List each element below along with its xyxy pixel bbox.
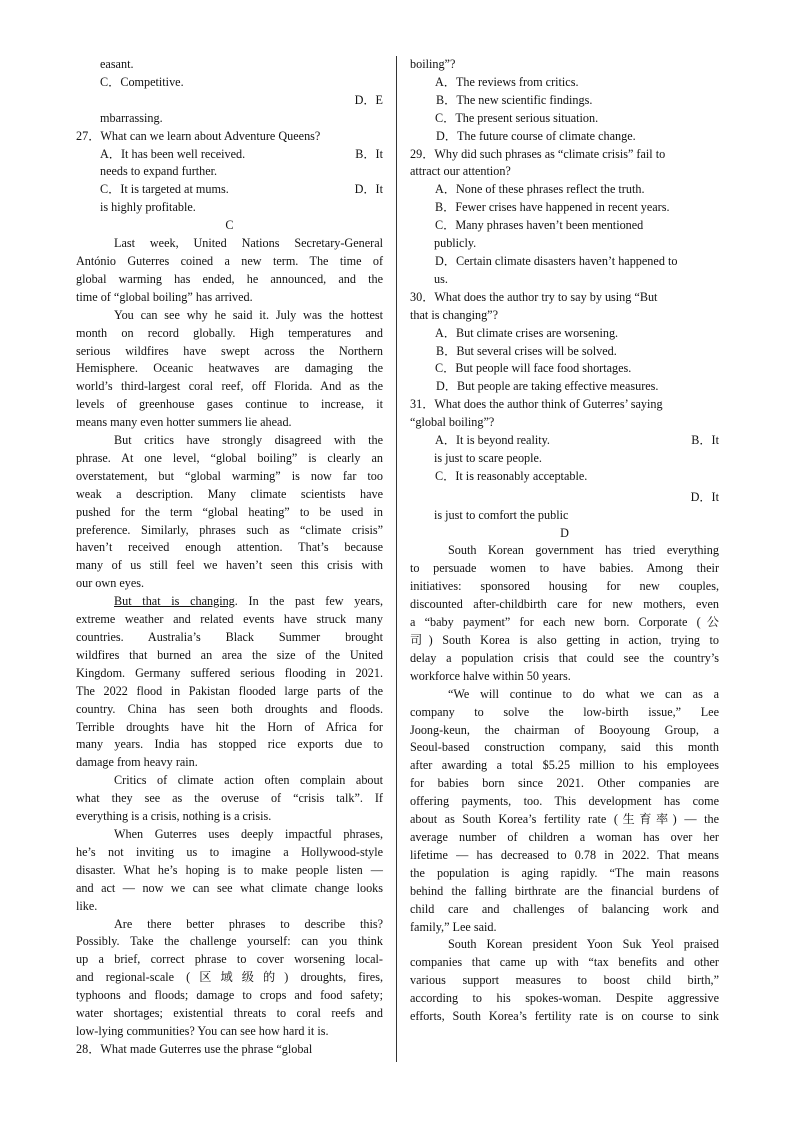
q27-options-ab xyxy=(76,146,383,164)
q29-option-d: D．Certain climate disasters haven’t happened to xyxy=(435,253,678,268)
q31-option-c: C．It is reasonably acceptable. xyxy=(435,468,588,483)
passage-d-paragraph-2: “We will continue to do what we can as a company to solve the low-birth issue,” Lee Joong-keun, the chairman of Booyoung Group, a Seoul-based construction company, said this month after awarding a total $5.25 million to his employees for babies born since 2021. Other companies are offering payments, too. This development has come about as South Korea’s fertility rate (生育率) — the average number of children a woman has over her lifetime — has decreased to 0.78 in 2022. That means the population is aging rapidly. “The main reasons behind the falling birthrate are the financial burdens of child care and challenges of balancing work and family,” Lee said. xyxy=(410,686,719,934)
q30-option-d: D．But people are taking effective measures. xyxy=(436,379,659,394)
q26-option-d: D．E xyxy=(354,92,383,107)
q31-option-d-cont: is just to comfort the public xyxy=(434,507,569,522)
right-column xyxy=(410,56,719,1026)
passage-c-paragraph-5: Critics of climate action often complain about what they see as the overuse of “crisis talk”. If everything is a crisis, nothing is a crisis. xyxy=(76,773,383,824)
q27-options-cd xyxy=(76,181,383,199)
q29-option-a: A．None of these phrases reflect the truth. xyxy=(435,182,645,197)
passage-d-paragraph-1: South Korean government has tried everything to persuade women to have babies. Among their initiatives: sponsored housing for new couples, discounted after-childbirth care for new mothers, even a “baby payment” for each new born. Corporate (公 司) South Korea is also getting in action, trying to delay a population crisis that could see the country’s workforce halve within 50 years. xyxy=(410,543,719,683)
q28-option-d: D．The future course of climate change. xyxy=(436,128,636,143)
underlined-phrase: But that is changing xyxy=(114,594,235,609)
q31-option-b-cont: is just to scare people. xyxy=(434,450,542,465)
passage-c-paragraph-1: Last week, United Nations Secretary-General António Guterres coined a new term. The time of global warming has ended, he announced, and the time of “global boiling” has arrived. xyxy=(76,236,383,304)
q31-options-ab xyxy=(410,432,719,450)
q31-stem: 31．What does the author think of Guterres’ saying xyxy=(410,397,663,412)
section-d-heading: D xyxy=(560,525,569,540)
passage-c-paragraph-4: But that is changing. In the past few years, extreme weather and related events have struck many countries. Australia’s Black Summer brought wildfires that burned an area the size of the United Kingdom. Germany suffered serious flooding in 2021. The 2022 flood in Pakistan flooded large parts of the country. China has seen both droughts and floods. Terrible droughts have hit the Horn of Africa for many years. India has stopped rice exports due to damage from heavy rain. xyxy=(76,594,383,770)
q27-option-b-cont: needs to expand further. xyxy=(100,164,218,179)
q29-option-b: B．Fewer crises have happened in recent years. xyxy=(435,200,670,215)
q31-option-b: B．It xyxy=(691,433,719,448)
q27-option-b: B．It xyxy=(355,146,383,161)
passage-d-paragraph-3: South Korean president Yoon Suk Yeol praised companies that came up with “tax benefits and other various support measures to boost child birth,” according to his spokes-woman. Despite aggressive efforts, South Korea’s fertility rate is on course to sink xyxy=(410,937,719,1024)
left-column xyxy=(76,56,383,1059)
q28-option-a: A．The reviews from critics. xyxy=(435,74,579,89)
q30-option-c: C．But people will face food shortages. xyxy=(435,361,632,376)
q28-stem: 28．What made Guterres use the phrase “global xyxy=(76,1041,313,1056)
column-divider xyxy=(396,56,397,1062)
q27-option-d-cont: is highly profitable. xyxy=(100,200,196,215)
q27-option-d: D．It xyxy=(354,182,383,197)
q30-stem: 30．What does the author try to say by using “But xyxy=(410,289,658,304)
passage-c-paragraph-6: When Guterres uses deeply impactful phrases, he’s not inviting us to imagine a Hollywood-style disaster. What he’s hoping is to make people listen — and act — now we can see what climate change looks like. xyxy=(76,826,383,913)
section-c-heading: C xyxy=(225,218,234,233)
q28-stem-cont: boiling”? xyxy=(410,57,456,71)
q31-stem-cont: “global boiling”? xyxy=(410,415,495,430)
q29-option-d-cont: us. xyxy=(434,271,448,286)
q28-option-b: B．The new scientific findings. xyxy=(436,92,593,107)
passage-c-paragraph-7: Are there better phrases to describe this? Possibly. Take the challenge yourself: can you think up a brief, correct phrase to cover worsening local- and regional-scale (区域级的) droughts, fires, typhoons and floods; damage to crops and food safety; water shortages; existential threats to coral reefs and low-lying communities? You can see how hard it is. xyxy=(76,916,383,1038)
q29-option-c-cont: publicly. xyxy=(434,236,477,251)
passage-c-paragraph-2: You can see why he said it. July was the hottest month on record globally. High temperatures and serious wildfires have swept across the Northern Hemisphere. Oceanic heatwaves are damaging the world’s third-largest coral reef, off Florida. And as the levels of greenhouse gases continue to increase, it means many even hotter summers lie ahead. xyxy=(76,307,383,430)
text-fragment: easant. xyxy=(100,57,134,71)
passage-c-paragraph-3: But critics have strongly disagreed with the phrase. At one level, “global boiling” is clearly an overstatement, but “global warming” is now far too weak a description. Many climate scientists have pushed for the term “global heating” to be used in preference. Similarly, phrases such as “climate crisis” haven’t received enough attention. That’s because many of us still feel we haven’t seen this crisis with our own eyes. xyxy=(76,433,383,591)
q27-stem: 27．What can we learn about Adventure Queens? xyxy=(76,128,321,143)
q30-stem-cont: that is changing”? xyxy=(410,307,498,322)
q30-option-a: A．But climate crises are worsening. xyxy=(435,325,619,340)
q26-option-d-cont: mbarrassing. xyxy=(100,110,163,125)
q28-option-c: C．The present serious situation. xyxy=(435,110,599,125)
q29-stem: 29．Why did such phrases as “climate crisis” fail to xyxy=(410,146,666,161)
q30-option-b: B．But several crises will be solved. xyxy=(436,343,617,358)
q31-option-d: D．It xyxy=(690,489,719,504)
q29-option-c: C．Many phrases haven’t been mentioned xyxy=(435,218,644,233)
q27-option-c: C．It is targeted at mums. xyxy=(100,182,229,197)
q27-option-a: A．It has been well received. xyxy=(100,146,246,161)
q26-option-c: C．Competitive. xyxy=(100,74,184,89)
q31-option-a: A．It is beyond reality. xyxy=(435,433,550,448)
q29-stem-cont: attract our attention? xyxy=(410,164,511,179)
